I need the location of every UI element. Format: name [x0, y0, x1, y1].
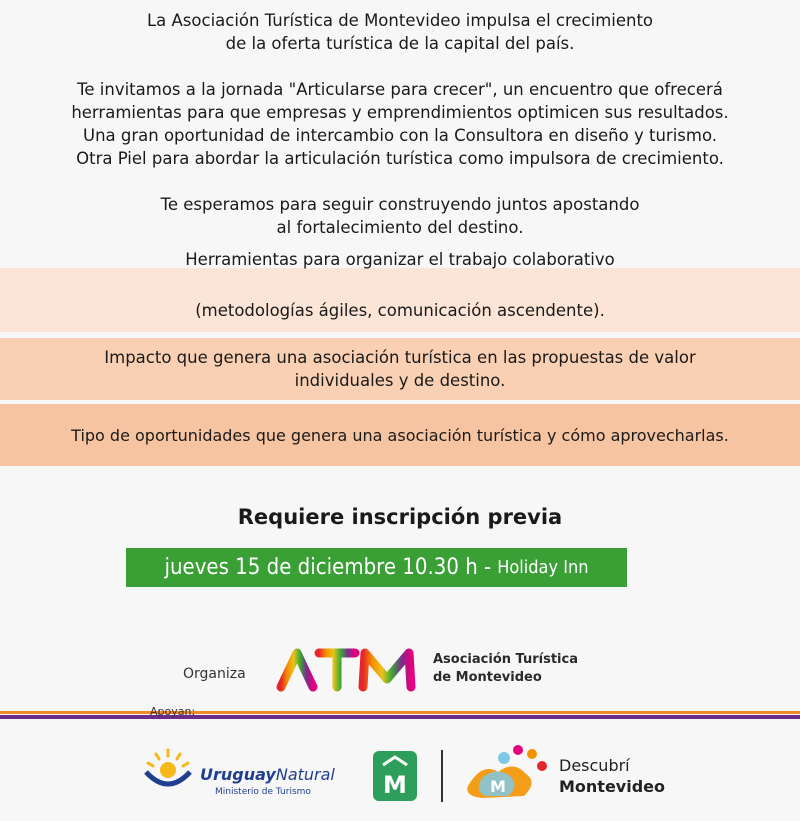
uruguay-natural-sun-icon [140, 746, 196, 792]
descubri-montevideo-name [559, 755, 665, 797]
intro-line: Otra Piel para abordar la articulación turística como impulsora de crecimiento. [76, 149, 724, 168]
atm-name-line: Asociación Turística [433, 652, 578, 667]
atm-name-line: de Montevideo [433, 670, 542, 685]
logo-divider [441, 750, 443, 802]
divider-stripe-orange [0, 711, 800, 714]
svg-text:M: M [490, 777, 506, 796]
topic-line: Herramientas para organizar el trabajo colaborativo [185, 250, 615, 269]
event-location: Holiday Inn [497, 557, 589, 578]
descubri-montevideo-icon [462, 742, 554, 804]
topic-line: Tipo de oportunidades que genera una asociación turística y cómo aprovecharlas. [71, 425, 729, 445]
intro-line: herramientas para que empresas y emprendimientos optimicen sus resultados. [71, 103, 729, 122]
atm-name [433, 651, 578, 687]
topic-line: individuales y de destino. [294, 371, 506, 390]
intro-line: al fortalecimiento del destino. [276, 218, 524, 237]
uruguay-natural-name [200, 765, 335, 784]
descubri-line: Descubrí [559, 756, 630, 775]
topic-band-2 [0, 338, 800, 400]
topic-line: (metodologías ágiles, comunicación ascendente). [195, 301, 605, 320]
intro-line: Una gran oportunidad de intercambio con la Consultora en diseño y turismo. [83, 126, 717, 145]
event-date: jueves 15 de diciembre 10.30 h - [164, 555, 492, 580]
uruguay-natural-bold: Uruguay [200, 765, 276, 784]
apoyan-label: Apoyan: [150, 705, 196, 718]
ministry-label: Ministerio de Turismo [215, 787, 311, 797]
event-date-banner [126, 548, 627, 587]
intro-line: Te invitamos a la jornada "Articularse para crecer", un encuentro que ofrecerá [77, 80, 723, 99]
descubri-line: Montevideo [559, 777, 666, 796]
municipio-letter: M [383, 771, 407, 799]
divider-stripe-purple [0, 715, 800, 719]
registration-required-heading: Requiere inscripción previa [237, 505, 563, 529]
intro-text [0, 9, 800, 262]
intro-paragraph-2 [0, 78, 800, 170]
intro-line: de la oferta turística de la capital del país. [225, 34, 575, 53]
atm-logo-icon [275, 645, 419, 693]
municipio-logo-icon [373, 751, 417, 801]
organiza-label: Organiza [183, 666, 246, 682]
intro-paragraph-1 [0, 9, 800, 55]
topic-band-3 [0, 404, 800, 466]
topic-band-1 [0, 250, 800, 332]
intro-line: Te esperamos para seguir construyendo juntos apostando [160, 195, 640, 214]
intro-paragraph-3 [0, 193, 800, 239]
uruguay-natural-rest: Natural [275, 765, 335, 784]
topic-line: Impacto que genera una asociación turística en las propuestas de valor [104, 348, 696, 367]
intro-line: La Asociación Turística de Montevideo impulsa el crecimiento [146, 11, 654, 30]
